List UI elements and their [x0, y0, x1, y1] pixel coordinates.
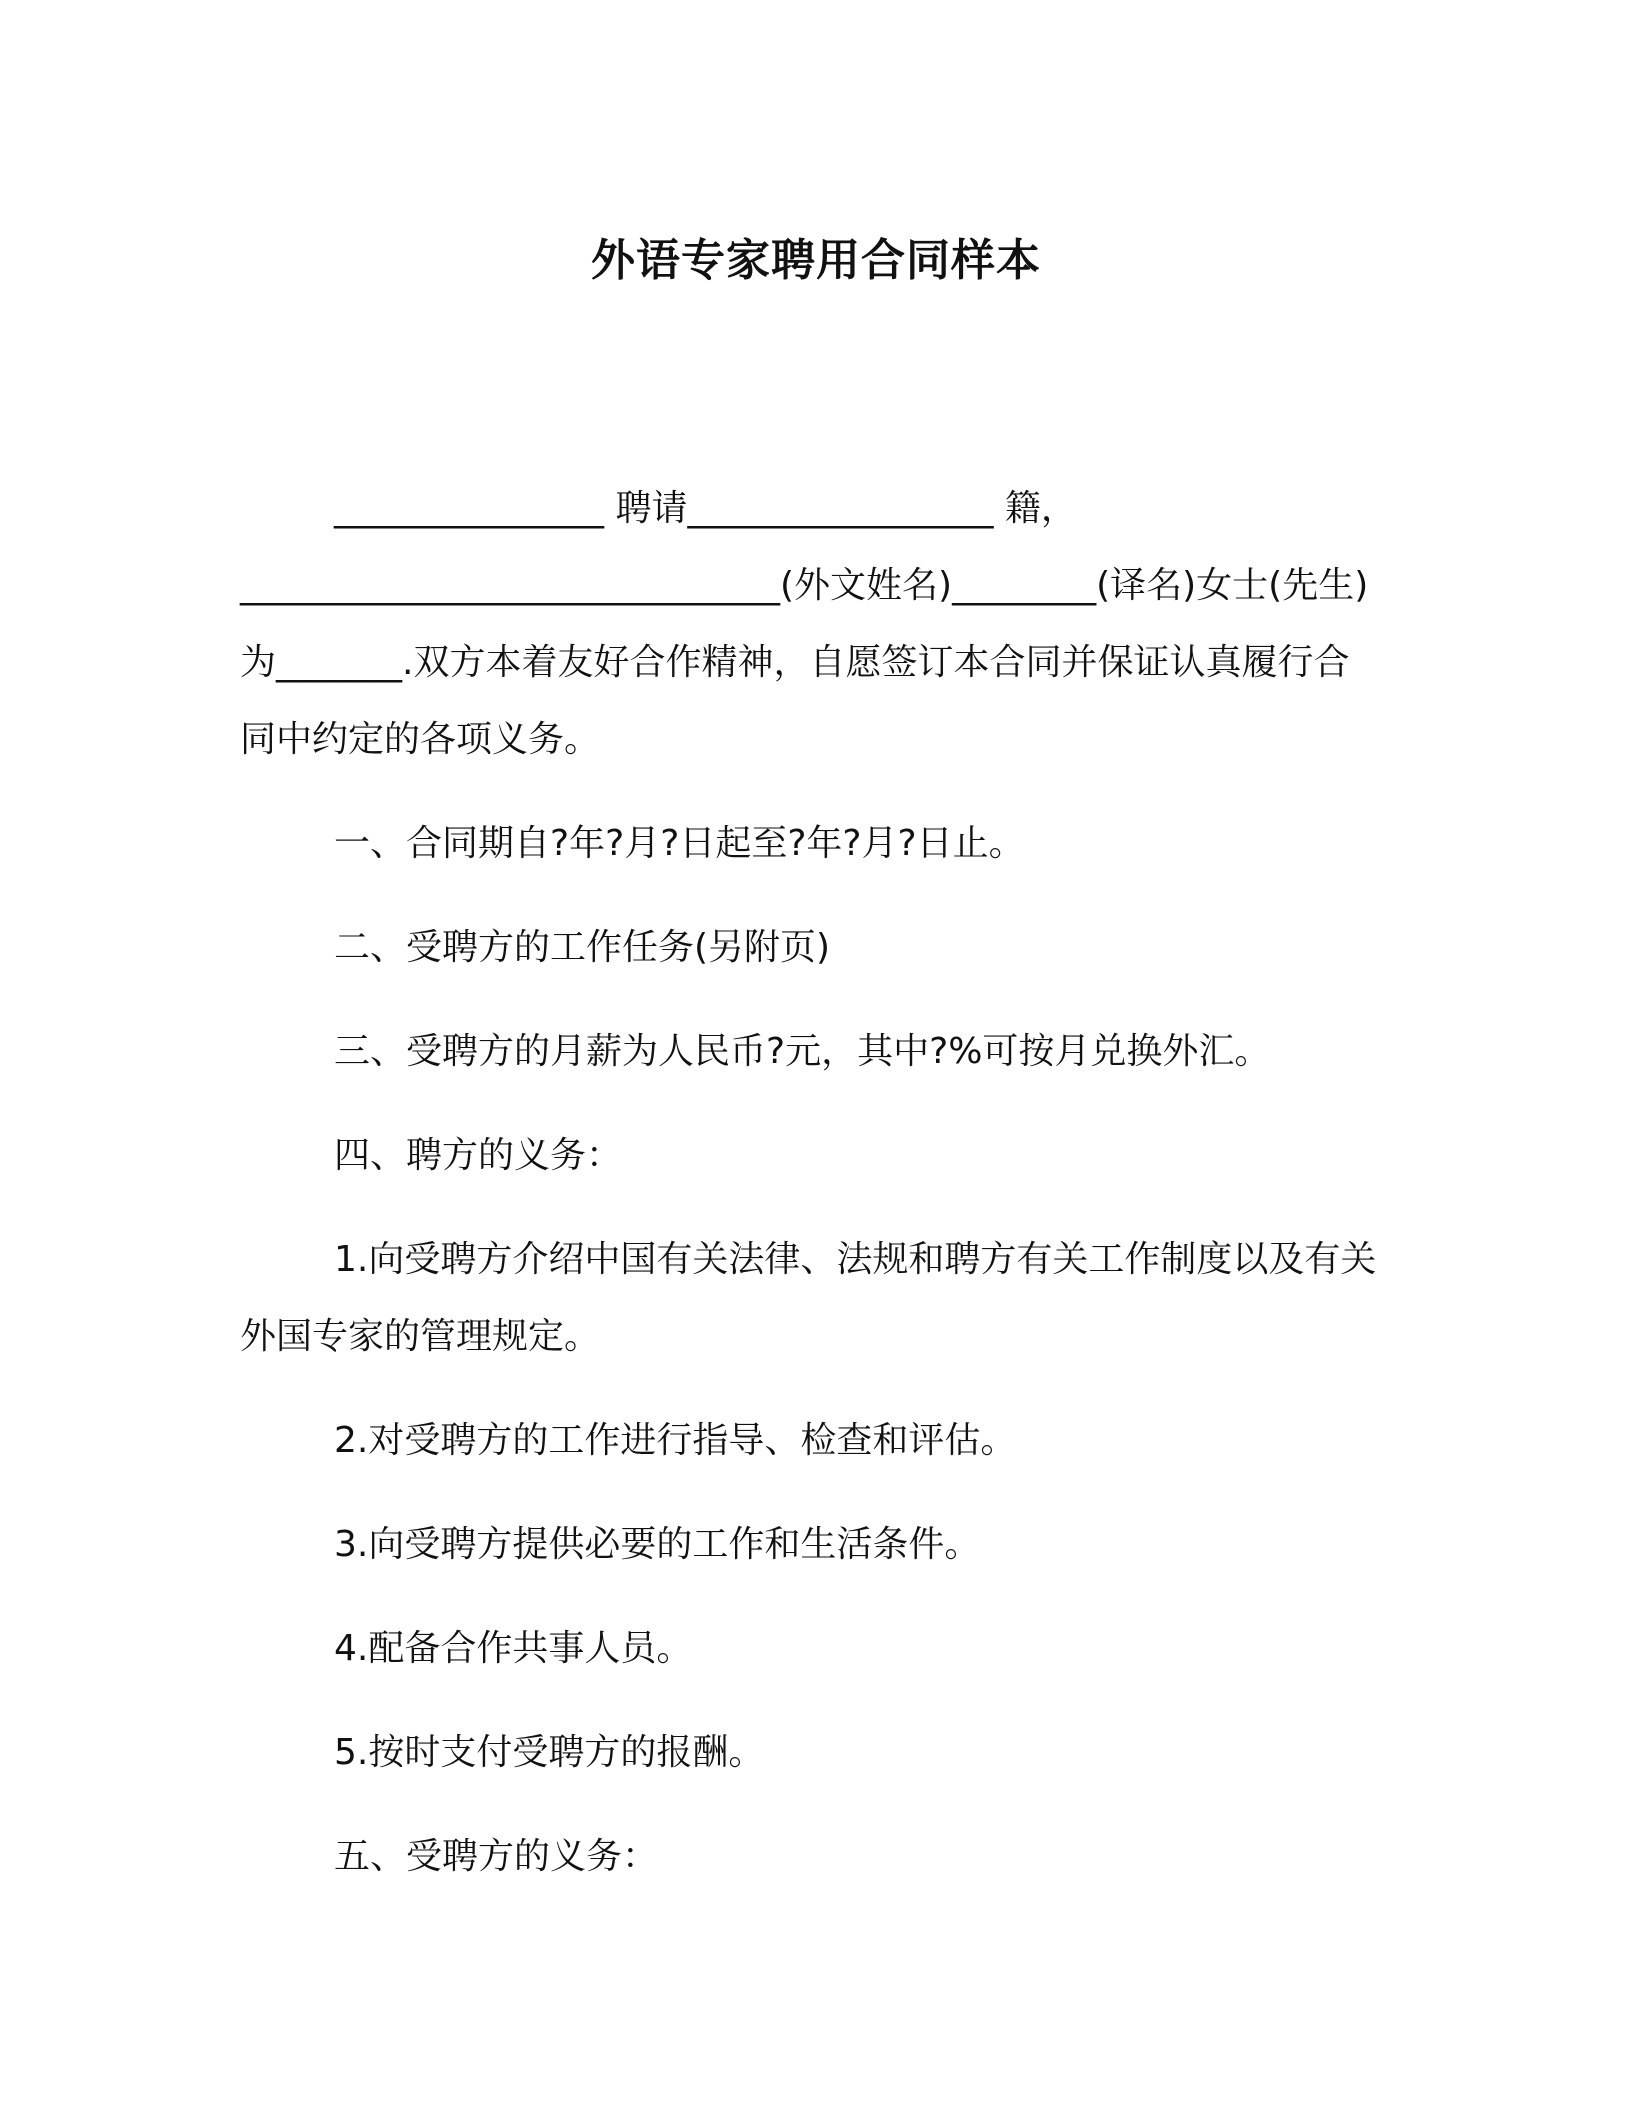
clause-4: 四、聘方的义务： — [334, 1135, 623, 1176]
clause-5: 五、受聘方的义务： — [334, 1836, 659, 1877]
employer-duty-4: 4.配备合作共事人员。 — [334, 1628, 693, 1669]
document-title: 外语专家聘用合同样本 — [591, 235, 1041, 286]
employer-duty-1: 1.向受聘方介绍中国有关法律、法规和聘方有关工作制度以及有关外国专家的管理规定。 — [240, 1239, 1377, 1357]
intro-paragraph: _______________ 聘请_________________ 籍，______________________________(外文姓名)________(译名)女士(先生)为_______.双方本着友好合作精神，自愿签订本合同并保证认真履行合同中约定的各项义务。 — [240, 488, 1369, 760]
clause-2: 二、受聘方的工作任务(另附页) — [334, 927, 831, 968]
document-body — [240, 470, 1385, 1895]
clause-3: 三、受聘方的月薪为人民币?元，其中?%可按月兑换外汇。 — [334, 1031, 1271, 1072]
clause-1: 一、合同期自?年?月?日起至?年?月?日止。 — [334, 823, 1025, 864]
employer-duty-5: 5.按时支付受聘方的报酬。 — [334, 1732, 765, 1773]
employer-duty-3: 3.向受聘方提供必要的工作和生活条件。 — [334, 1524, 981, 1565]
employer-duty-2: 2.对受聘方的工作进行指导、检查和评估。 — [334, 1420, 1017, 1461]
